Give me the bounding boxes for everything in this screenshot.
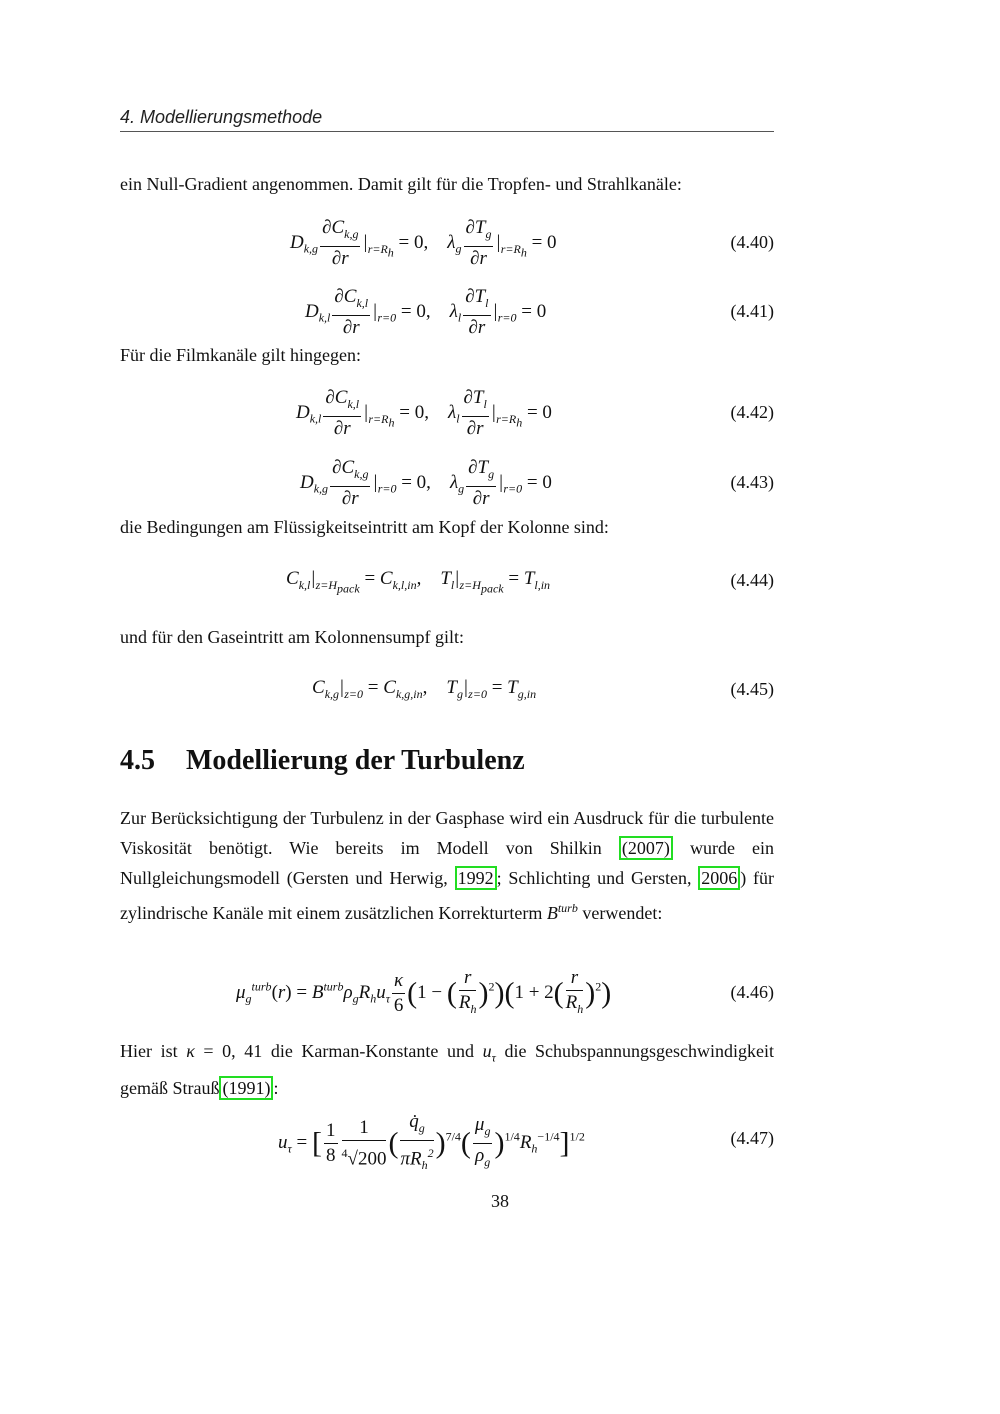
text-span: verwendet: — [582, 903, 663, 923]
paragraph-film: Für die Filmkanäle gilt hingegen: — [120, 345, 361, 365]
citation-link[interactable]: 2006 — [698, 866, 740, 890]
text-span: ) für zylindrische Kanäle mit einem zusätzlichen Korrekturterm — [120, 868, 775, 923]
section-title: Modellierung der Turbulenz — [186, 745, 525, 776]
paragraph-intro: ein Null-Gradient angenommen. Damit gilt für die Tropfen- und Strahlkanäle: — [120, 174, 682, 194]
equation-number: (4.44) — [730, 570, 774, 590]
equation-number: (4.47) — [730, 1128, 774, 1148]
equation-number: (4.41) — [730, 301, 774, 321]
text-span: Zur Berücksichtigung der Turbulenz in der Gasphase wird ein Ausdruck für die turbulente Viskosität benötigt. Wie bereits im Modell von Shilkin — [120, 808, 774, 858]
citation-link[interactable]: 1992 — [455, 866, 497, 890]
page-number: 38 — [491, 1191, 509, 1211]
paragraph-karman: Hier ist κ = 0, 41 die Karman-Konstante und $u_\tau$ die Schubspannungsgeschwindigkeit gemäß Strauß (1991) : — [120, 1041, 775, 1098]
equation-number: (4.40) — [730, 232, 774, 252]
text-span: Hier ist — [120, 1041, 178, 1061]
paragraph-gas-inlet: und für den Gaseintritt am Kolonnensumpf gilt: — [120, 627, 464, 647]
paragraph-turbulence: Zur Berücksichtigung der Turbulenz in der Gasphase wird ein Ausdruck für die turbulente Viskosität benötigt. Wie bereits im Modell von Shilkin (2007) wurde ein Nullgleichungsmodell (Gersten und Herwig, 1992 ; Schlichting und Gersten, 2006 ) für zylindrische Kanäle mit einem zusätzlichen Korrekturterm $B^{turb}$ verwendet: — [120, 808, 775, 923]
text-span: die Karman-Konstante und — [270, 1041, 474, 1061]
text-span: die Schubspannungsgeschwindigkeit gemäß Strauß — [120, 1041, 775, 1098]
text-span: : — [273, 1077, 279, 1098]
paragraph-liquid-inlet: die Bedingungen am Flüssigkeitseintritt am Kopf der Kolonne sind: — [120, 517, 609, 537]
equation-number: (4.43) — [730, 472, 774, 492]
text-span: wurde ein Nullgleichungsmodell (Gersten und Herwig, — [120, 838, 775, 888]
section-heading — [120, 745, 525, 777]
text-span: ; Schlichting und Gersten, — [496, 868, 692, 888]
equation-number: (4.46) — [730, 982, 774, 1002]
running-title: 4. Modellierungsmethode — [120, 107, 323, 127]
header-rule — [120, 131, 774, 132]
citation-link[interactable]: (2007) — [619, 836, 673, 860]
equation-number: (4.45) — [730, 679, 774, 699]
equation-number: (4.42) — [730, 402, 774, 422]
section-number: 4.5 — [120, 745, 155, 776]
citation-link[interactable]: (1991) — [219, 1076, 273, 1100]
